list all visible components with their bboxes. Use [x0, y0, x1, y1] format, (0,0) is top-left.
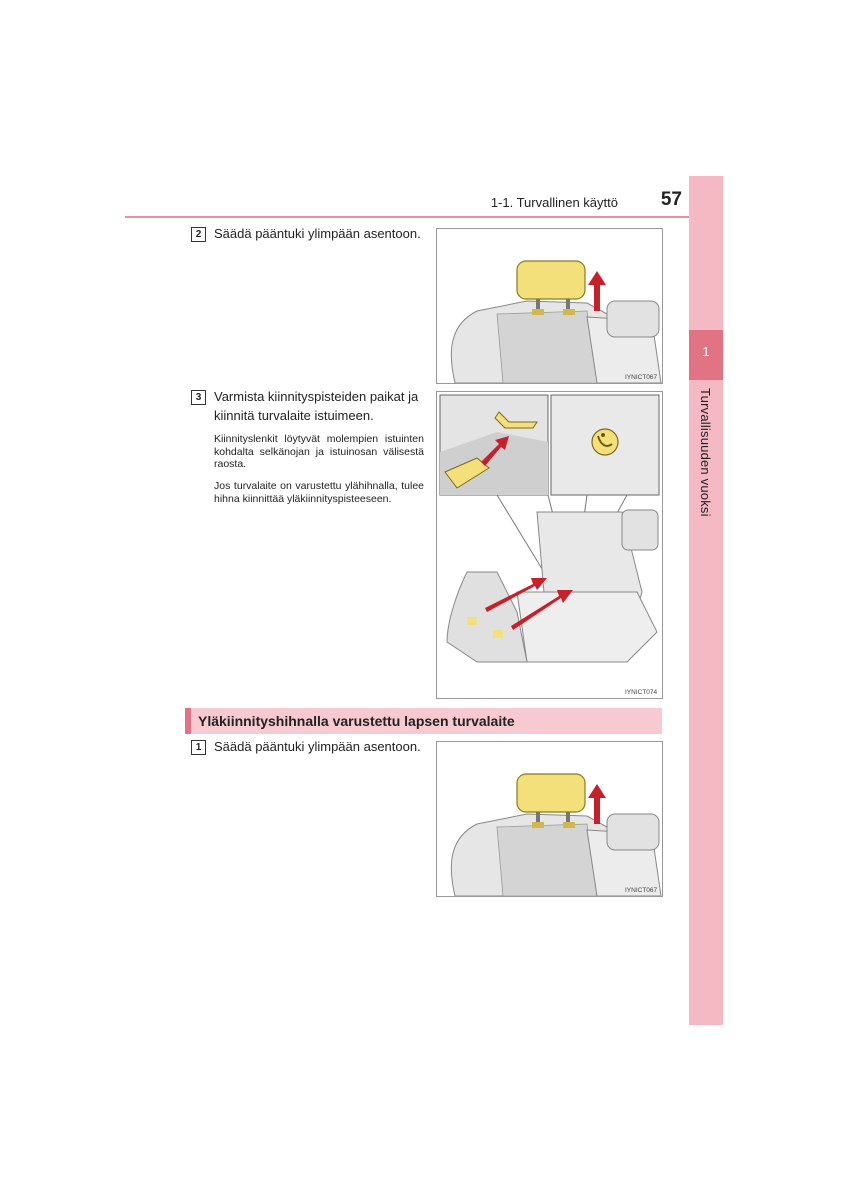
- anchor-illustration: [437, 392, 662, 698]
- step-text: kiinnitä turvalaite istuimeen.: [214, 408, 374, 423]
- figure-code: IYNICT067: [625, 374, 658, 381]
- headrest-illustration: [437, 742, 662, 896]
- header-divider: [125, 216, 721, 218]
- section-title: Yläkiinnityshihnalla varustettu lapsen turvalaite: [198, 713, 515, 729]
- headrest-illustration: [437, 229, 662, 383]
- figure-headrest: [436, 741, 663, 897]
- figure-code: IYNICT074: [625, 689, 658, 696]
- page-number: 57: [660, 189, 682, 210]
- chapter-side-tab[interactable]: [689, 176, 723, 1025]
- chapter-label: Turvallisuuden vuoksi: [698, 388, 713, 517]
- step-number-badge: 1: [191, 740, 206, 755]
- chapter-number: 1: [702, 344, 710, 359]
- figure-headrest: [436, 228, 663, 384]
- step-number-badge: 2: [191, 227, 206, 242]
- note-anchor-location: Kiinnityslenkit löytyvät molempien istuinten kohdalta selkänojan ja istuinosan välisestä raosta.: [214, 433, 424, 470]
- section-header-accent: [185, 708, 191, 734]
- note-top-tether: Jos turvalaite on varustettu ylähihnalla, tulee hihna kiinnittää yläkiinnityspisteeseen.: [214, 480, 424, 505]
- step-text: Varmista kiinnityspisteiden paikat ja: [214, 389, 419, 404]
- step-text: Säädä pääntuki ylimpään asentoon.: [214, 739, 421, 754]
- figure-code: IYNICT067: [625, 887, 658, 894]
- figure-anchor-points: [436, 391, 663, 699]
- step-number-badge: 3: [191, 390, 206, 405]
- header-section-title: 1-1. Turvallinen käyttö: [490, 195, 618, 210]
- step-text: Säädä pääntuki ylimpään asentoon.: [214, 226, 421, 241]
